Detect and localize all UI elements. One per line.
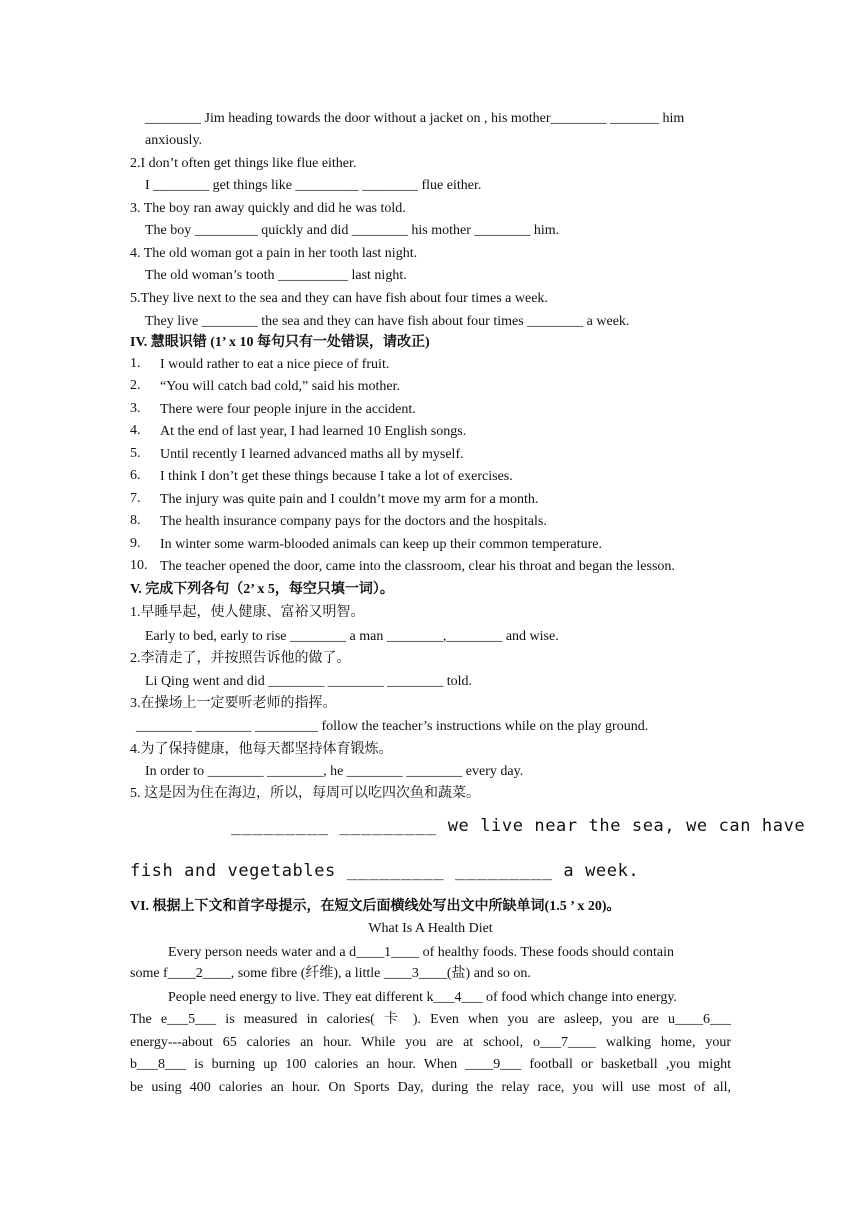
section-4-heading: IV. 慧眼识错 (1’ x 10 每句只有一处错误，请改正): [130, 335, 430, 350]
sec5-mono-line: _________ _________ we live near the sea, we can have: [231, 816, 806, 836]
sec4-item-number: 3.: [130, 401, 141, 416]
sec4-item-text: Until recently I learned advanced maths all by myself.: [160, 447, 464, 462]
section-5-heading: V. 完成下列各句（2’ x 5，每空只填一词）。: [130, 582, 394, 597]
sec3-line-1: ________ Jim heading towards the door without a jacket on , his mother________ _______ him: [145, 111, 685, 126]
sec4-item-number: 10.: [130, 558, 148, 573]
passage-line: The e___5___ is measured in calories( 卡 ). Even when you are asleep, you are u____6___: [130, 1012, 731, 1027]
passage-line: be using 400 calories an hour. On Sports Day, during the relay race, you will use most of all,: [130, 1080, 731, 1095]
sec4-item-text: The teacher opened the door, came into the classroom, clear his throat and began the lesson.: [160, 559, 675, 574]
sec4-item-number: 8.: [130, 513, 141, 528]
sec4-item-text: At the end of last year, I had learned 10 English songs.: [160, 424, 467, 439]
passage-line: People need energy to live. They eat different k___4___ of food which change into energy.: [168, 990, 677, 1005]
sec3-line-6: The boy _________ quickly and did ________ his mother ________ him.: [145, 223, 560, 238]
passage-line: b___8___ is burning up 100 calories an hour. When ____9___ football or basketball ,you might: [130, 1057, 731, 1072]
sec3-line-9: 5.They live next to the sea and they can have fish about four times a week.: [130, 291, 548, 306]
sec5-line: 2.李清走了，并按照告诉他的做了。: [130, 651, 351, 666]
sec3-line-4: I ________ get things like _________ ________ flue either.: [145, 178, 482, 193]
sec4-item-number: 9.: [130, 536, 141, 551]
sec4-item-number: 6.: [130, 468, 141, 483]
sec4-item-text: I would rather to eat a nice piece of fruit.: [160, 357, 390, 372]
passage-title: What Is A Health Diet: [368, 921, 493, 936]
sec5-line: Early to bed, early to rise ________ a man ________,________ and wise.: [145, 629, 559, 644]
sec5-line: Li Qing went and did ________ ________ ________ told.: [145, 674, 473, 689]
passage-line: some f____2____, some fibre (纤维), a little ____3____(盐) and so on.: [130, 966, 531, 981]
sec4-item-text: In winter some warm-blooded animals can keep up their common temperature.: [160, 537, 603, 552]
sec5-line: 5. 这是因为住在海边，所以，每周可以吃四次鱼和蔬菜。: [130, 786, 480, 801]
sec4-item-text: There were four people injure in the accident.: [160, 402, 416, 417]
sec4-item-text: “You will catch bad cold,” said his mother.: [160, 379, 401, 394]
sec4-item-text: The injury was quite pain and I couldn’t move my arm for a month.: [160, 492, 539, 507]
sec5-line: 3.在操场上一定要听老师的指挥。: [130, 696, 337, 711]
sec4-item-number: 5.: [130, 446, 141, 461]
sec5-mono-line: fish and vegetables _________ _________ a week.: [130, 861, 640, 881]
sec4-item-number: 7.: [130, 491, 141, 506]
sec3-line-8: The old woman’s tooth __________ last night.: [145, 268, 407, 283]
sec3-line-10: They live ________ the sea and they can have fish about four times ________ a week.: [145, 314, 630, 329]
sec3-line-2: anxiously.: [145, 133, 203, 148]
passage-line: energy---about 65 calories an hour. While you are at school, o___7____ walking home, your: [130, 1035, 731, 1050]
sec4-item-text: The health insurance company pays for the doctors and the hospitals.: [160, 514, 547, 529]
section-6-heading: VI. 根据上下文和首字母提示，在短文后面横线处写出文中所缺单词(1.5 ’ x 20)。: [130, 899, 621, 914]
sec4-item-number: 1.: [130, 356, 141, 371]
sec4-item-text: I think I don’t get these things because I take a lot of exercises.: [160, 469, 513, 484]
sec4-item-number: 4.: [130, 423, 141, 438]
sec5-line: 4.为了保持健康，他每天都坚持体育锻炼。: [130, 742, 393, 757]
sec4-item-number: 2.: [130, 378, 141, 393]
sec5-line: In order to ________ ________, he ________ ________ every day.: [145, 764, 524, 779]
sec5-line: 1.早睡早起，使人健康、富裕又明智。: [130, 605, 365, 620]
sec3-line-5: 3. The boy ran away quickly and did he was told.: [130, 201, 406, 216]
sec3-line-7: 4. The old woman got a pain in her tooth last night.: [130, 246, 418, 261]
sec3-line-3: 2.I don’t often get things like flue either.: [130, 156, 357, 171]
passage-line: Every person needs water and a d____1____ of healthy foods. These foods should contain: [168, 945, 674, 960]
sec5-line: ________ ________ _________ follow the teacher’s instructions while on the play ground.: [136, 719, 649, 734]
